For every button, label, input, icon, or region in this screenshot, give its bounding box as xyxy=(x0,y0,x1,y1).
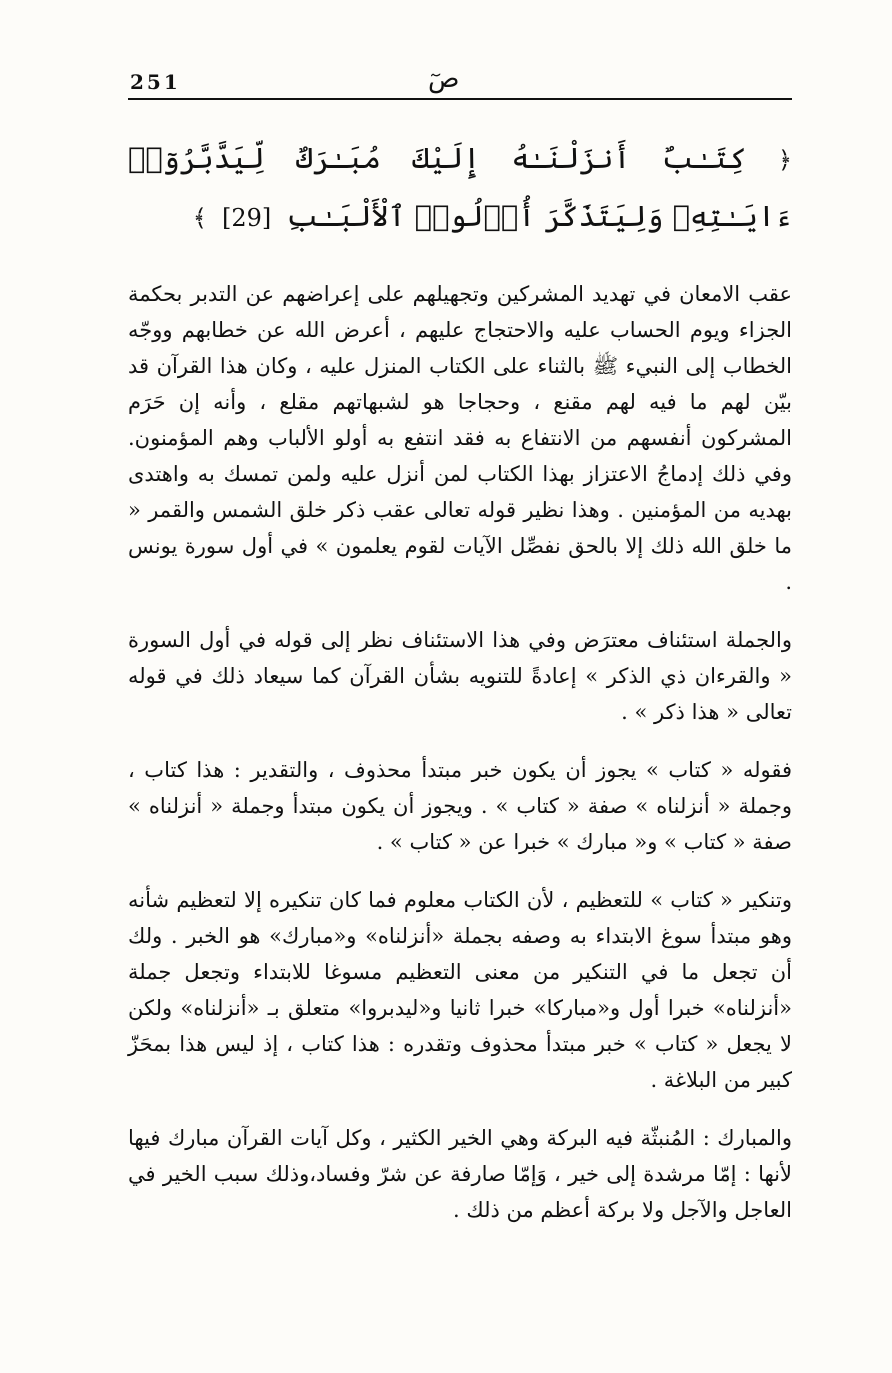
page-header xyxy=(128,62,792,100)
verse-text: كِتَـٰبٌ أَنزَلْنَـٰهُ إِلَيْكَ مُبَـٰرَكٌ لِّيَدَّبَّرُوٓا۟ ءَايَـٰتِهِۦ وَلِيَتَذَكَّرَ أُو۟لُوا۟ ٱلْأَلْبَـٰبِ xyxy=(128,141,792,233)
commentary-paragraph: والمبارك : المُنبثّة فيه البركة وهي الخير الكثير ، وكل آيات القرآن مبارك فيها لأنها : إمّا مرشدة إلى خير ، وَإمّا صارفة عن شرّ وفساد،وذلك سبب الخير في العاجل والآجل ولا بركة أعظم من ذلك . xyxy=(128,1126,792,1222)
surah-name: صٓ xyxy=(428,64,460,94)
commentary-paragraph: عقب الامعان في تهديد المشركين وتجهيلهم على إعراضهم عن التدبر بحكمة الجزاء ويوم الحساب عليه والاحتجاج عليهم ، أعرض الله عن خطابهم ووجّه الخطاب إلى النبيء ﷺ بالثناء على الكتاب المنزل عليه ، وكان هذا القرآن قد بيّن لهم ما فيه لهم مقنع ، وحجاجا هو لشبهاتهم مقلع ، وأنه إن حَرَم المشركون أنفسهم من الانتفاع به فقد انتفع به أولو الألباب وهم المؤمنون. وفي ذلك إدماجُ الاعتزاز بهذا الكتاب لمن أنزل عليه ولمن تمسك به واهتدى بهديه من المؤمنين . وهذا نظير قوله تعالى عقب ذكر خلق الشمس والقمر « ما خلق الله ذلك إلا بالحق نفصِّل الآيات لقوم يعلمون » في أول سورة يونس . xyxy=(128,282,792,594)
book-page xyxy=(128,62,792,1228)
verse-number: [29] xyxy=(222,204,272,232)
commentary-paragraph: وتنكير « كتاب » للتعظيم ، لأن الكتاب معلوم فما كان تنكيره إلا لتعظيم شأنه وهو مبتدأ سوغ الابتداء به وصفه بجملة «أنزلناه» و«مبارك» هو الخبر . ولك أن تجعل ما في التنكير من معنى التعظيم مسوغا للابتداء وتجعل جملة «أنزلناه» خبرا أول و«مباركا» خبرا ثانيا و«ليدبروا» متعلق بـ «أنزلناه» ولكن لا يجعل « كتاب » خبر مبتدأ محذوف وتقدره : هذا كتاب ، إذ ليس هذا بمحَزّ كبير من البلاغة . xyxy=(128,888,792,1092)
quran-verse xyxy=(128,130,792,246)
page-number: 251 xyxy=(130,70,181,94)
verse-close-bracket: ﴾ xyxy=(192,204,207,232)
verse-open-bracket: ﴿ xyxy=(777,146,793,174)
commentary-paragraph: فقوله « كتاب » يجوز أن يكون خبر مبتدأ محذوف ، والتقدير : هذا كتاب ، وجملة « أنزلناه » صفة « كتاب » . ويجوز أن يكون مبتدأ وجملة « أنزلناه » صفة « كتاب » و« مبارك » خبرا عن « كتاب » . xyxy=(128,758,792,854)
commentary-paragraph: والجملة استئناف معترَض وفي هذا الاستئناف نظر إلى قوله في أول السورة « والقرءان ذي الذكر » إعادةً للتنويه بشأن القرآن كما سيعاد ذلك في قوله تعالى « هذا ذكر » . xyxy=(128,628,792,724)
